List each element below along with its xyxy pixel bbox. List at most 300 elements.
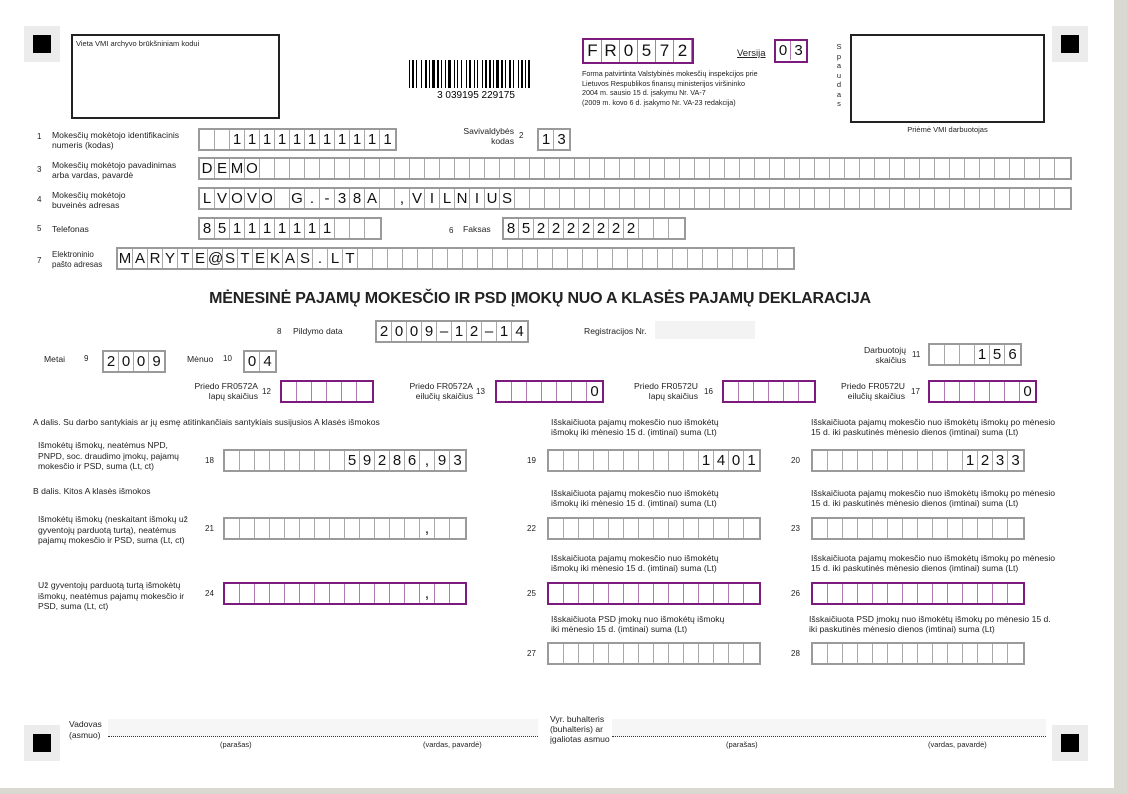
char-cell: [875, 189, 890, 208]
char-cell: [703, 249, 718, 268]
char-cell: ,: [420, 451, 435, 470]
char-cell: L: [200, 189, 215, 208]
appendix-a-sheets-input[interactable]: [280, 380, 374, 403]
label-line: (2009 m. kovo 6 d. įsakymo Nr. VA-23 redakcija): [582, 97, 736, 107]
char-cell: Y: [163, 249, 178, 268]
paid-amount-input[interactable]: [223, 449, 467, 472]
year-input[interactable]: [102, 350, 166, 373]
part-a-title: A dalis. Su darbo santykiais ar jų esmę atitinkančiais santykiais susijusios A klasės išmokos: [33, 417, 380, 427]
char-cell: 6: [1008, 346, 1017, 363]
field-26-number: 26: [791, 589, 800, 598]
char-cell: [575, 159, 590, 178]
char-cell: [654, 219, 669, 238]
field-25-number: 25: [527, 589, 536, 598]
char-cell: [1008, 644, 1023, 663]
char-cell: 1: [275, 130, 290, 149]
char-cell: [945, 382, 960, 401]
barcode-number: 3 039195 229175: [437, 90, 515, 101]
psd-column-2-header: [551, 614, 724, 634]
char-cell: [493, 249, 508, 268]
char-cell: R: [148, 249, 163, 268]
label-line: Vadovas: [69, 719, 102, 729]
label-line: eilučių skaičius: [415, 391, 473, 401]
char-cell: [754, 382, 769, 401]
char-cell: 1: [290, 130, 305, 149]
char-cell: [365, 219, 380, 238]
char-cell: [312, 382, 327, 401]
char-cell: [695, 189, 710, 208]
char-cell: 0: [245, 352, 260, 371]
char-cell: 2: [377, 322, 392, 341]
char-cell: 2: [609, 219, 624, 238]
char-cell: N: [455, 189, 470, 208]
char-cell: [405, 584, 420, 603]
label-line: Elektroninio: [52, 250, 94, 259]
char-cell: [342, 382, 357, 401]
char-cell: 0: [776, 41, 791, 60]
char-cell: [320, 159, 335, 178]
other-tax-to-15th-input[interactable]: [547, 517, 761, 540]
char-cell: [360, 584, 375, 603]
char-cell: [255, 451, 270, 470]
char-cell: [450, 584, 465, 603]
char-cell: [240, 519, 255, 538]
char-cell: [935, 159, 950, 178]
char-cell: [215, 130, 230, 149]
char-cell: [845, 189, 860, 208]
char-cell: 1: [230, 130, 245, 149]
char-cell: [714, 519, 729, 538]
char-cell: [963, 584, 978, 603]
char-cell: A: [283, 249, 298, 268]
char-cell: 0: [119, 352, 134, 371]
char-cell: 0: [729, 451, 744, 470]
label-line: gyventojų parduotą turtą), neatėmus: [38, 524, 177, 535]
char-cell: [918, 584, 933, 603]
char-cell: [568, 249, 583, 268]
field-7-number: 7: [37, 256, 42, 265]
char-cell: [744, 644, 759, 663]
head-sign-caption: (parašas): [220, 740, 252, 749]
approval-text: [582, 69, 758, 107]
char-cell: 1: [963, 451, 978, 470]
label-line: Išskaičiuota pajamų mokesčio nuo išmokėtų išmokų po mėnesio: [811, 488, 1056, 498]
char-cell: 1: [747, 452, 756, 469]
char-cell: [813, 519, 828, 538]
char-cell: 3: [453, 452, 462, 469]
char-cell: [590, 189, 605, 208]
char-cell: [858, 451, 873, 470]
char-cell: [609, 644, 624, 663]
char-cell: [635, 159, 650, 178]
appendix-u-sheets-input[interactable]: [722, 380, 816, 403]
char-cell: T: [238, 249, 253, 268]
char-cell: 5: [215, 219, 230, 238]
label-line: išmokų iki mėnesio 15 d. (imtinai) suma (Lt): [551, 563, 717, 573]
other-tax-after-15th-input[interactable]: [811, 517, 1025, 540]
registration-label: Registracijos Nr.: [584, 326, 647, 336]
registration-number-field[interactable]: [655, 321, 755, 339]
char-cell: [373, 249, 388, 268]
char-cell: [523, 249, 538, 268]
field-3-label: [52, 160, 176, 180]
registration-mark-br: [1061, 734, 1079, 752]
column-2-header-b: [551, 488, 719, 508]
char-cell: 1: [335, 130, 350, 149]
char-cell: [512, 382, 527, 401]
char-cell: [448, 249, 463, 268]
char-cell: [557, 382, 572, 401]
char-cell: [605, 189, 620, 208]
char-cell: [799, 382, 814, 401]
char-cell: [300, 519, 315, 538]
char-cell: [285, 584, 300, 603]
char-cell: [755, 189, 770, 208]
char-cell: [598, 249, 613, 268]
property-tax-after-15th-input[interactable]: [811, 582, 1025, 605]
char-cell: [739, 382, 754, 401]
char-cell: O: [245, 159, 260, 178]
char-cell: [669, 451, 684, 470]
char-cell: [275, 189, 290, 208]
column-2-header-c: [551, 553, 719, 573]
char-cell: [828, 584, 843, 603]
field-2-label: [440, 126, 514, 146]
label-line: Savivaldybės: [463, 126, 514, 136]
char-cell: [545, 189, 560, 208]
char-cell: 1: [497, 322, 512, 341]
char-cell: 5: [990, 345, 1005, 364]
char-cell: [729, 584, 744, 603]
char-cell: I: [425, 189, 440, 208]
char-cell: [375, 584, 390, 603]
form-code: [582, 38, 694, 64]
form-code-char: 5: [638, 40, 656, 62]
field-8-label: Pildymo data: [293, 326, 343, 336]
barcode: [403, 58, 549, 102]
char-cell: [688, 249, 703, 268]
field-4-label: [52, 190, 126, 210]
char-cell: [905, 189, 920, 208]
char-cell: [744, 584, 759, 603]
tax-to-15th-input[interactable]: [547, 449, 761, 472]
label-line: 15 d. iki paskutinės mėnesio dienos (imtinai) suma (Lt): [811, 498, 1019, 508]
field-24-number: 24: [205, 589, 214, 598]
char-cell: [995, 159, 1010, 178]
field-19-number: 19: [527, 456, 536, 465]
psd-to-15th-input[interactable]: [547, 642, 761, 665]
char-cell: [390, 584, 405, 603]
char-cell: [260, 159, 275, 178]
char-cell: [425, 159, 440, 178]
char-cell: [740, 189, 755, 208]
char-cell: V: [245, 189, 260, 208]
char-cell: I: [470, 189, 485, 208]
char-cell: ,: [395, 189, 410, 208]
field-1-number: 1: [37, 132, 42, 141]
char-cell: 1: [350, 130, 365, 149]
char-cell: [628, 249, 643, 268]
label-line: Išskaičiuota PSD įmokų nuo išmokėtų išmokų: [551, 614, 725, 624]
char-cell: [963, 644, 978, 663]
char-cell: [549, 451, 564, 470]
char-cell: 3: [557, 131, 566, 148]
char-cell: [575, 189, 590, 208]
char-cell: [330, 451, 345, 470]
label-line: Darbuotojų: [863, 345, 906, 355]
char-cell: [639, 451, 654, 470]
char-cell: 9: [422, 322, 437, 341]
char-cell: [933, 644, 948, 663]
fill-date-input[interactable]: [375, 320, 529, 343]
label-line: Išmokėtų išmokų, neatėmus NPD,: [38, 440, 168, 450]
char-cell: 3: [993, 451, 1008, 470]
label-line: 15 d. iki paskutinės mėnesio dienos (imtinai) suma (Lt): [811, 563, 1019, 573]
municipality-code-input[interactable]: [537, 128, 571, 151]
label-line: mokesčio ir PSD, suma (Lt, ct): [38, 461, 155, 471]
version-label: Versija: [737, 48, 766, 59]
char-cell: [978, 584, 993, 603]
char-cell: [613, 249, 628, 268]
char-cell: [639, 219, 654, 238]
label-line: Lietuvos Respublikos finansų ministerijos viršininko: [582, 78, 745, 88]
char-cell: 4: [714, 451, 729, 470]
employee-count-input[interactable]: [928, 343, 1022, 366]
char-cell: [350, 219, 365, 238]
char-cell: [403, 249, 418, 268]
property-tax-to-15th-input[interactable]: [547, 582, 761, 605]
month-input[interactable]: [243, 350, 277, 373]
phone-input[interactable]: [198, 217, 382, 240]
char-cell: [995, 189, 1010, 208]
appendix-u-rows-input[interactable]: [928, 380, 1037, 403]
char-cell: 0: [134, 352, 149, 371]
char-cell: [860, 159, 875, 178]
char-cell: –: [482, 322, 497, 341]
char-cell: [549, 644, 564, 663]
taxpayer-address-input[interactable]: [198, 187, 1072, 210]
char-cell: [1008, 519, 1023, 538]
char-cell: [330, 519, 345, 538]
taxpayer-name-input[interactable]: [198, 157, 1072, 180]
char-cell: [845, 159, 860, 178]
psd-column-3-header: [809, 614, 1051, 634]
char-cell: [978, 519, 993, 538]
char-cell: [410, 159, 425, 178]
char-cell: 2: [549, 219, 564, 238]
char-cell: [1005, 382, 1020, 401]
char-cell: [305, 159, 320, 178]
char-cell: [710, 159, 725, 178]
char-cell: [654, 644, 669, 663]
char-cell: [270, 451, 285, 470]
label-line: skaičius: [875, 355, 906, 365]
form-code-char: F: [584, 40, 602, 62]
char-cell: 2: [534, 219, 549, 238]
char-cell: [609, 451, 624, 470]
char-cell: [538, 249, 553, 268]
char-cell: [594, 584, 609, 603]
label-line: 15 d. iki paskutinės mėnesio dienos (imtinai) suma (Lt): [811, 427, 1019, 437]
char-cell: 0: [1023, 383, 1032, 400]
char-cell: [1025, 189, 1040, 208]
char-cell: L: [328, 249, 343, 268]
field-17-label: [827, 381, 905, 401]
char-cell: [330, 584, 345, 603]
char-cell: 1: [305, 130, 320, 149]
char-cell: [828, 644, 843, 663]
char-cell: G: [290, 189, 305, 208]
char-cell: [315, 519, 330, 538]
char-cell: [843, 584, 858, 603]
field-11-number: 11: [912, 350, 921, 359]
char-cell: [639, 644, 654, 663]
field-12-label: [180, 381, 258, 401]
char-cell: ,: [420, 519, 435, 538]
char-cell: [828, 451, 843, 470]
char-cell: [785, 159, 800, 178]
char-cell: [380, 189, 395, 208]
char-cell: [888, 519, 903, 538]
char-cell: [873, 584, 888, 603]
appendix-a-rows-input[interactable]: [495, 380, 604, 403]
char-cell: [390, 519, 405, 538]
char-cell: [609, 519, 624, 538]
label-line: Už gyventojų parduotą turtą išmokėtų: [38, 580, 181, 590]
char-cell: [542, 382, 557, 401]
char-cell: [950, 189, 965, 208]
char-cell: 4: [515, 323, 524, 340]
char-cell: [275, 159, 290, 178]
column-3-header-b: [811, 488, 1055, 508]
label-line: PSD, suma (Lt, ct): [38, 601, 109, 611]
char-cell: [455, 159, 470, 178]
char-cell: [255, 519, 270, 538]
label-line: išmokų, neatėmus pajamų mokesčio ir: [38, 590, 185, 601]
char-cell: [748, 249, 763, 268]
archive-barcode-area: [71, 34, 280, 119]
char-cell: [620, 159, 635, 178]
spaudas-label: S p a u d a s: [836, 42, 842, 108]
char-cell: [978, 644, 993, 663]
char-cell: [654, 519, 669, 538]
char-cell: [729, 519, 744, 538]
char-cell: 2: [978, 451, 993, 470]
accountant-signature-line[interactable]: [612, 719, 1046, 737]
char-cell: –: [437, 322, 452, 341]
char-cell: [930, 345, 945, 364]
field-5-label: Telefonas: [52, 224, 89, 234]
char-cell: A: [365, 189, 380, 208]
fax-input[interactable]: [502, 217, 686, 240]
label-line: Išskaičiuota pajamų mokesčio nuo išmokėtų: [551, 417, 719, 427]
char-cell: [965, 189, 980, 208]
char-cell: [785, 189, 800, 208]
char-cell: [669, 219, 684, 238]
label-line: Forma patvirtinta Valstybinės mokesčių inspekcijos prie: [582, 69, 758, 78]
char-cell: [282, 382, 297, 401]
char-cell: [948, 584, 963, 603]
form-title: MĖNESINĖ PAJAMŲ MOKESČIO IR PSD ĮMOKŲ NUO A KLASĖS PAJAMŲ DEKLARACIJA: [209, 290, 871, 307]
char-cell: D: [200, 159, 215, 178]
char-cell: [225, 519, 240, 538]
head-signature-line[interactable]: [108, 719, 538, 737]
label-line: išmokų iki mėnesio 15 d. (imtinai) suma (Lt): [551, 427, 717, 437]
char-cell: [669, 644, 684, 663]
char-cell: [744, 519, 759, 538]
char-cell: 2: [375, 451, 390, 470]
column-2-header-a: [551, 417, 719, 437]
label-line: lapų skaičius: [648, 391, 698, 401]
field-21-label: [38, 514, 188, 546]
char-cell: [710, 189, 725, 208]
char-cell: [920, 159, 935, 178]
label-line: Išskaičiuota pajamų mokesčio nuo išmokėtų išmokų po mėnesio: [811, 553, 1056, 563]
char-cell: [225, 584, 240, 603]
char-cell: [993, 644, 1008, 663]
field-11-label: [830, 345, 906, 365]
char-cell: [784, 382, 799, 401]
char-cell: 1: [305, 219, 320, 238]
char-cell: [290, 159, 305, 178]
char-cell: [624, 584, 639, 603]
receiver-label: Priėmė VMI darbuotojas: [907, 125, 988, 134]
psd-after-15th-input[interactable]: [811, 642, 1025, 665]
char-cell: 2: [594, 219, 609, 238]
field-18-label: [38, 440, 179, 472]
char-cell: [635, 189, 650, 208]
char-cell: [285, 519, 300, 538]
field-1-label: [52, 130, 179, 150]
char-cell: [800, 159, 815, 178]
char-cell: [643, 249, 658, 268]
char-cell: [778, 249, 793, 268]
char-cell: [572, 382, 587, 401]
other-paid-amount-input[interactable]: [223, 517, 467, 540]
char-cell: 1: [452, 322, 467, 341]
char-cell: [684, 584, 699, 603]
property-paid-amount-input[interactable]: [223, 582, 467, 605]
label-line: Priedo FR0572A: [409, 381, 473, 391]
char-cell: E: [215, 159, 230, 178]
char-cell: [684, 644, 699, 663]
taxpayer-id-input[interactable]: [198, 128, 397, 151]
char-cell: [530, 159, 545, 178]
char-cell: V: [215, 189, 230, 208]
label-line: pašto adresas: [52, 260, 103, 269]
char-cell: [858, 519, 873, 538]
char-cell: [684, 451, 699, 470]
tax-after-15th-input[interactable]: [811, 449, 1025, 472]
field-27-number: 27: [527, 649, 536, 658]
char-cell: [297, 382, 312, 401]
char-cell: [624, 644, 639, 663]
label-line: Vyr. buhalteris: [550, 714, 605, 724]
char-cell: [515, 159, 530, 178]
char-cell: [508, 249, 523, 268]
char-cell: [858, 584, 873, 603]
char-cell: [549, 584, 564, 603]
char-cell: 1: [320, 130, 335, 149]
char-cell: [990, 382, 1005, 401]
char-cell: [658, 249, 673, 268]
char-cell: 8: [350, 189, 365, 208]
char-cell: [769, 382, 784, 401]
char-cell: 1: [290, 219, 305, 238]
email-input[interactable]: [116, 247, 795, 270]
char-cell: [435, 584, 450, 603]
label-line: Mokesčių mokėtojo pavadinimas: [52, 160, 177, 170]
